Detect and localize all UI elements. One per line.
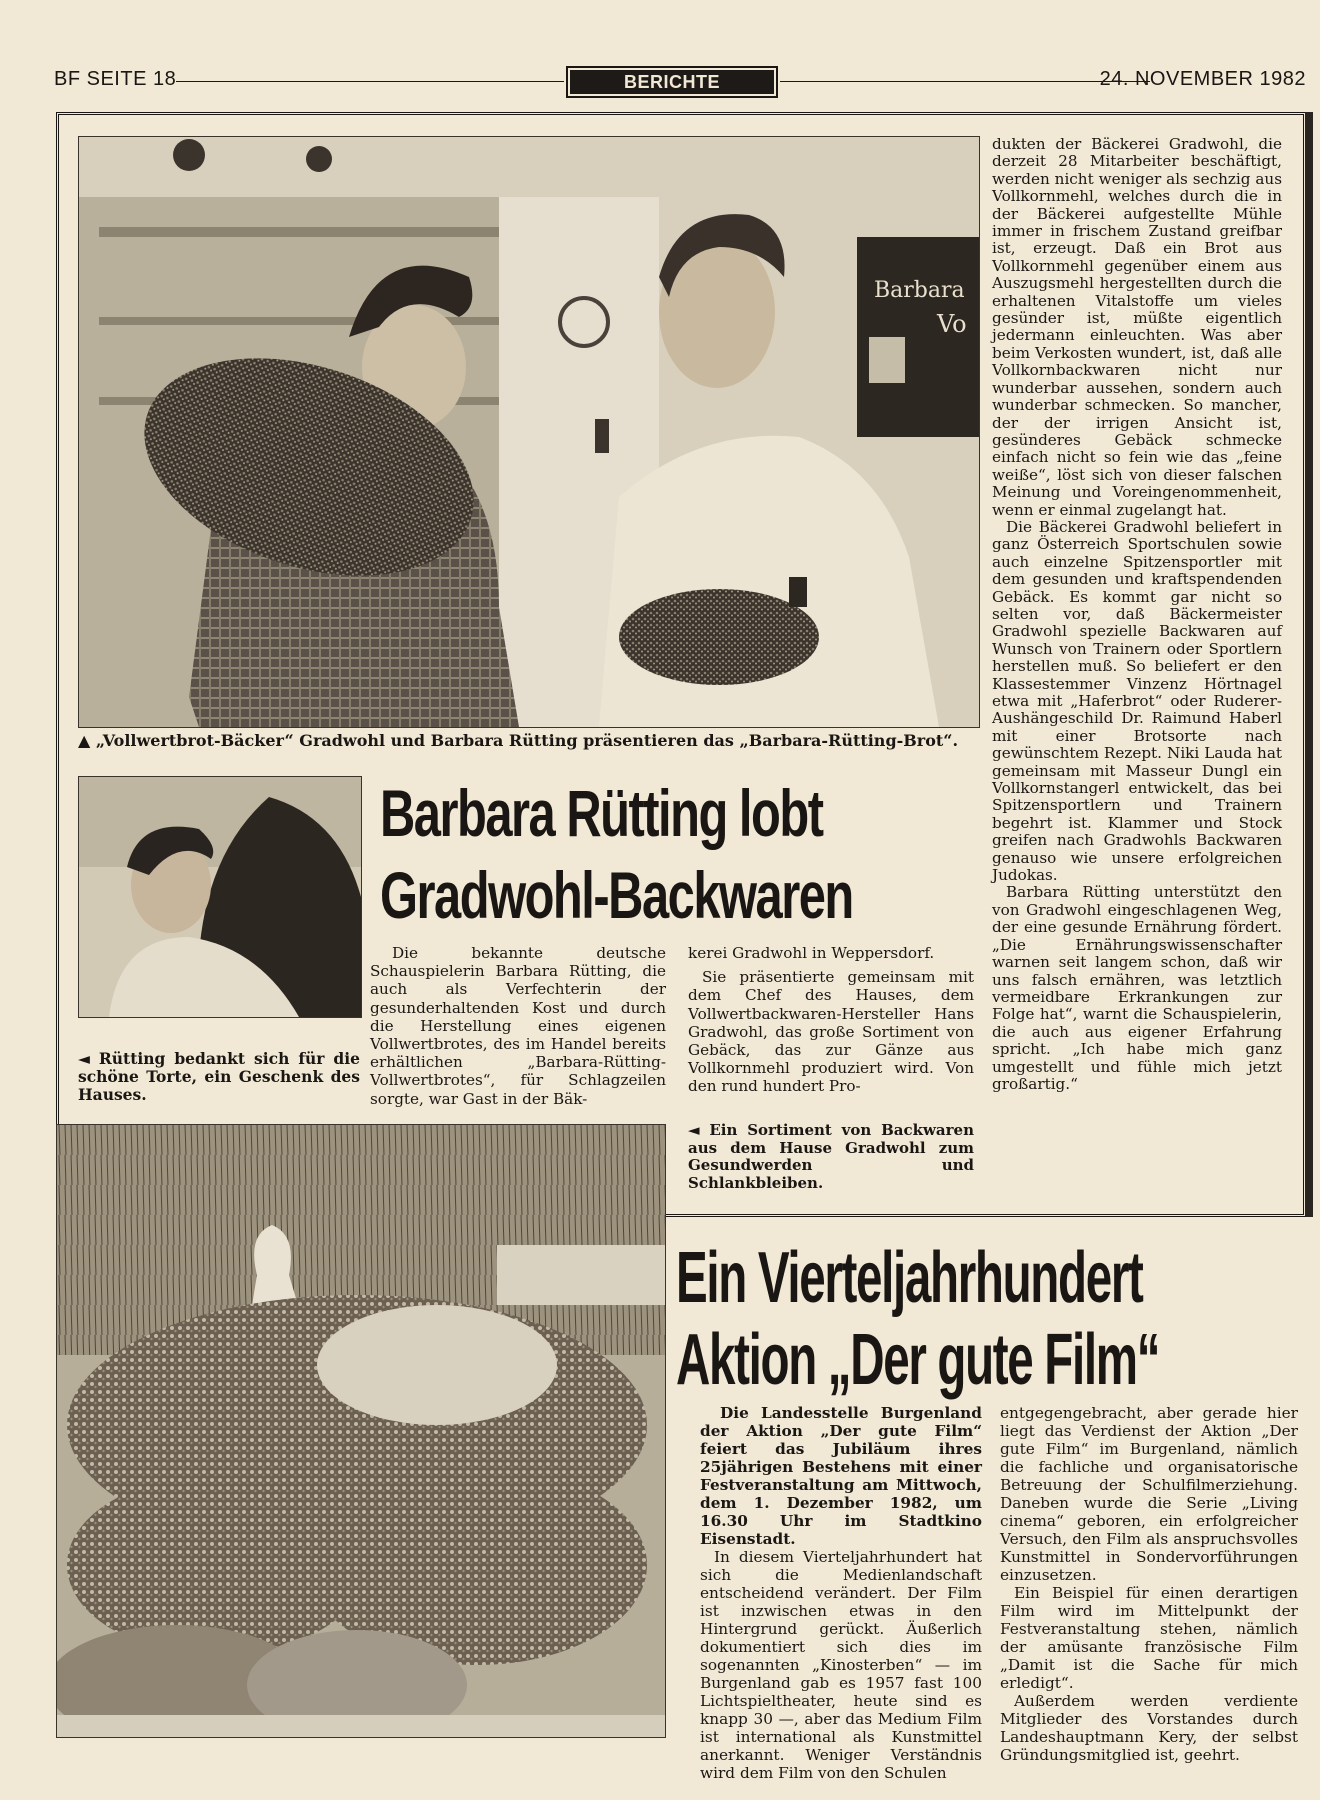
photo-bread-assortment [56, 1124, 666, 1738]
article2-col-b-paragraph-3: Außerdem werden verdiente Mitglieder des Vorstandes durch Landeshauptmann Kery, der selbst Gründungsmitglied ist, geehrt. [1000, 1692, 1298, 1764]
photo-bread-assortment-image [57, 1125, 665, 1737]
photo-baker-and-actress [78, 136, 980, 728]
article1-col-b-paragraph-1: kerei Gradwohl in Weppersdorf. [688, 944, 935, 962]
page-header [54, 66, 1306, 96]
article2-col-b-paragraph-2: Ein Beispiel für einen derartigen Film wird im Mittelpunkt der Festveranstaltung stehen, nämlich der amüsante französische Film „Damit ist die Sache für mich erledigt“. [1000, 1584, 1298, 1692]
caption-bread-photo: ◄ Ein Sortiment von Backwaren aus dem Hause Gradwohl zum Gesundwerden und Schlankbleiben. [688, 1121, 974, 1192]
article1-col-c-paragraph-3: Barbara Rütting unterstützt den von Gradwohl eingeschlagenen Weg, der eine gesunde Ernährung fördert. „Die Ernährungswissenschafter warnen seit langem schon, daß wir uns falsch ernähren, was letztlich vermeidbare Erkrankungen zur Folge hat“, warnt die Schauspielerin, die auch aus eigener Erfahrung spricht. „Ich habe mich ganz umgestellt und fühle mich jetzt großartig.“ [992, 883, 1282, 1093]
article1-column-c [992, 136, 1282, 1093]
caption-small-photo: ◄ Rütting bedankt sich für die schöne Torte, ein Geschenk des Hauses. [78, 1049, 360, 1104]
header-rule-right [780, 81, 1150, 82]
photo-ruetting-thanks [78, 776, 362, 1018]
article1-col-a-paragraph: Die bekannte deutsche Schauspielerin Barbara Rütting, die auch als Verfechterin der gesunderhaltenden Kost und durch die Herstellung eines eigenen Vollwertbrotes, des im Handel bereits erhältlichen „Barbara-Rütting-Vollwertbrotes“, für Schlagzeilen sorgte, war Gast in der Bäk- [370, 944, 666, 1108]
frame-shadow [1305, 112, 1313, 1217]
svg-text:Vo: Vo [937, 310, 967, 338]
article2-column-a [700, 1404, 982, 1782]
article2-lead-paragraph: Die Landesstelle Burgenland der Aktion „Der gute Film“ feiert das Jubiläum ihres 25jährigen Bestehens mit einer Festveranstaltung am Mittwoch, dem 1. Dezember 1982, um 16.30 Uhr im Stadtkino Eisenstadt. [700, 1404, 982, 1548]
article1-headline-line1: Barbara Rütting lobt [380, 776, 823, 850]
article2-headline-line2: Aktion „Der gute Film“ [676, 1320, 1160, 1400]
caption-top-photo: ▲ „Vollwertbrot-Bäcker“ Gradwohl und Barbara Rütting präsentieren das „Barbara-Rütting-Brot“. [78, 731, 959, 750]
article1-headline-line2: Gradwohl-Backwaren [380, 858, 853, 932]
header-rule-left [176, 81, 564, 82]
article2-col-b-paragraph-1: entgegengebracht, aber gerade hier liegt das Verdienst der Aktion „Der gute Film“ im Burgenland, nämlich die fachliche und organisatorische Betreuung der Schulfilmerziehung. Daneben wurde die Serie „Living cinema“ geboren, ein erfolgreicher Versuch, den Film als anspruchsvolles Kunstmittel in Sondervorführungen einzusetzen. [1000, 1404, 1298, 1584]
page-number: BF SEITE 18 [54, 68, 177, 90]
section-label-box [566, 66, 778, 98]
section-label: BERICHTE [570, 70, 774, 94]
photo-ruetting-thanks-image [79, 777, 361, 1017]
article2-column-b [1000, 1404, 1298, 1764]
article1-col-c-paragraph-2: Die Bäckerei Gradwohl beliefert in ganz Österreich Sportschulen sowie auch einzelne Spitzensportler mit dem gesunden und kraftspendenden Gebäck. Es kommt gar nicht so selten vor, daß Bäckermeister Gradwohl spezielle Backwaren auf Wunsch von Trainern oder Sportlern herstellen muß. So beliefert er den Klassestemmer Vinzenz Hörtnagel etwa mit „Haferbrot“ oder Ruderer-Aushängeschild Dr. Raimund Haberl mit einer Brotsorte nach gewünschtem Rezept. Niki Lauda hat gemeinsam mit Masseur Dungl ein Vollkornstangerl entwickelt, das bei Spitzensportlern und Trainern begehrt ist. Klammer und Stock greifen nach Gradwohls Backwaren genauso wie unsere erfolgreichen Judokas. [992, 517, 1282, 885]
photo-baker-and-actress-image [79, 137, 979, 727]
article2-col-a-paragraph-2: In diesem Vierteljahrhundert hat sich die Medienlandschaft entscheidend verändert. Der Film ist inzwischen etwas in den Hintergrund gerückt. Äußerlich dokumentiert sich dies im sogenannten „Kinosterben“ — im Burgenland gab es 1957 fast 100 Lichtspieltheater, heute sind es knapp 30 —, aber das Medium Film ist international als Kunstmittel anerkannt. Weniger Verständnis wird dem Film von den Schulen [700, 1548, 982, 1782]
article1-col-c-paragraph-1: dukten der Bäckerei Gradwohl, die derzeit 28 Mitarbeiter beschäftigt, werden nicht weniger als sechzig aus Vollkornmehl, welches durch die in der Bäckerei aufgestellte Mühle immer in frischem Zustand greifbar ist, erzeugt. Daß ein Brot aus Vollkornmehl gegenüber einem aus Auszugsmehl hergestellten durch die erhaltenen Vitalstoffe um vieles gesünder ist, müßte eigentlich jedermann einleuchten. Was aber beim Verkosten wundert, ist, daß alle Vollkornbackwaren nicht nur wunderbar aussehen, sondern auch wunderbar schmecken. So mancher, der der irrigen Ansicht ist, gesünderes Gebäck schmecke einfach nicht so fein wie das „feine weiße“, löst sich von dieser falschen Meinung und Voreingenommenheit, wenn er einmal zugelangt hat. [992, 135, 1282, 519]
article1-column-a [370, 944, 666, 1108]
svg-text:Barbara: Barbara [874, 278, 965, 303]
issue-date: 24. NOVEMBER 1982 [1099, 68, 1306, 90]
article1-col-b-paragraph-2: Sie präsentierte gemeinsam mit dem Chef des Hauses, dem Vollwertbackwaren-Hersteller Hans Gradwohl, das große Sortiment von Gebäck, das zur Gänze aus Vollkornmehl produziert wird. Von den rund hundert Pro- [688, 968, 974, 1096]
article2-headline-line1: Ein Vierteljahrhundert [676, 1238, 1143, 1318]
article1-column-b [688, 944, 974, 1096]
